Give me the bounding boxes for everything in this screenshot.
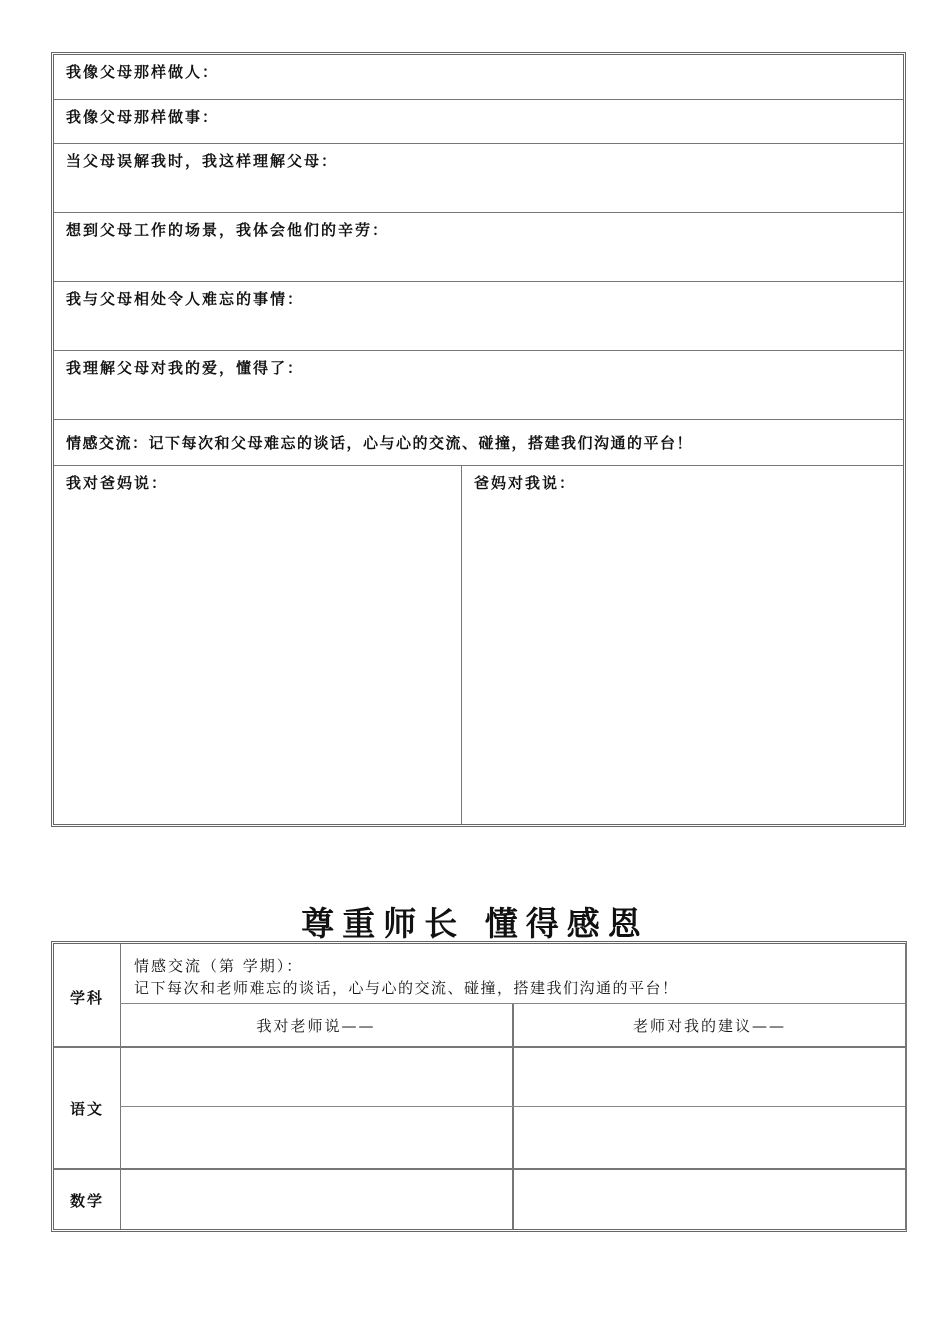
prompt-row-act-like-parents[interactable] (54, 55, 903, 99)
math-teacher-advice-cell[interactable] (514, 1170, 905, 1229)
prompt-label: 当父母误解我时，我这样理解父母： (66, 152, 339, 170)
chinese-teacher-advice-cell-2[interactable] (514, 1107, 905, 1168)
prompt-label: 我像父母那样做人： (66, 63, 220, 81)
prompt-row-memorable-moments[interactable] (54, 281, 903, 350)
exchange-heading: 情感交流：记下每次和父母难忘的谈话，心与心的交流、碰撞，搭建我们沟通的平台！ (66, 434, 694, 452)
parents-reflection-table (51, 52, 906, 827)
prompt-label: 我与父母相处令人难忘的事情： (66, 290, 305, 308)
chinese-teacher-advice-cell-1[interactable] (514, 1048, 905, 1106)
teacher-exchange-table (51, 941, 907, 1232)
grid-line (120, 1003, 905, 1004)
chinese-to-teacher-cell-1[interactable] (121, 1048, 512, 1106)
section-title: 尊重师长 懂得感恩 (301, 904, 649, 943)
exchange-description: 记下每次和老师难忘的谈话，心与心的交流、碰撞，搭建我们沟通的平台！ (134, 979, 679, 997)
prompt-label: 我像父母那样做事： (66, 108, 220, 126)
prompt-label: 想到父母工作的场景，我体会他们的辛劳： (66, 221, 390, 239)
chinese-to-teacher-cell-2[interactable] (121, 1107, 512, 1168)
to-parents-label: 我对爸妈说： (66, 474, 169, 492)
from-parents-label: 爸妈对我说： (474, 474, 577, 492)
exchange-semester-line: 情感交流（第 学期）： (134, 957, 304, 975)
conversation-split (54, 465, 903, 824)
subject-chinese: 语文 (69, 1100, 104, 1118)
teacher-advice-column-header: 老师对我的建议—— (632, 1017, 786, 1035)
subject-header: 学科 (69, 989, 104, 1007)
emotional-exchange-row (54, 419, 903, 465)
to-teacher-column-header: 我对老师说—— (256, 1017, 376, 1035)
prompt-label: 我理解父母对我的爱，懂得了： (66, 359, 305, 377)
to-parents-area[interactable] (54, 466, 462, 824)
from-parents-area[interactable] (462, 466, 903, 824)
prompt-row-misunderstood[interactable] (54, 143, 903, 212)
subject-math: 数学 (69, 1192, 104, 1210)
prompt-row-understanding-love[interactable] (54, 350, 903, 419)
prompt-row-parents-work[interactable] (54, 212, 903, 281)
prompt-row-work-like-parents[interactable] (54, 99, 903, 143)
math-to-teacher-cell[interactable] (121, 1170, 512, 1229)
